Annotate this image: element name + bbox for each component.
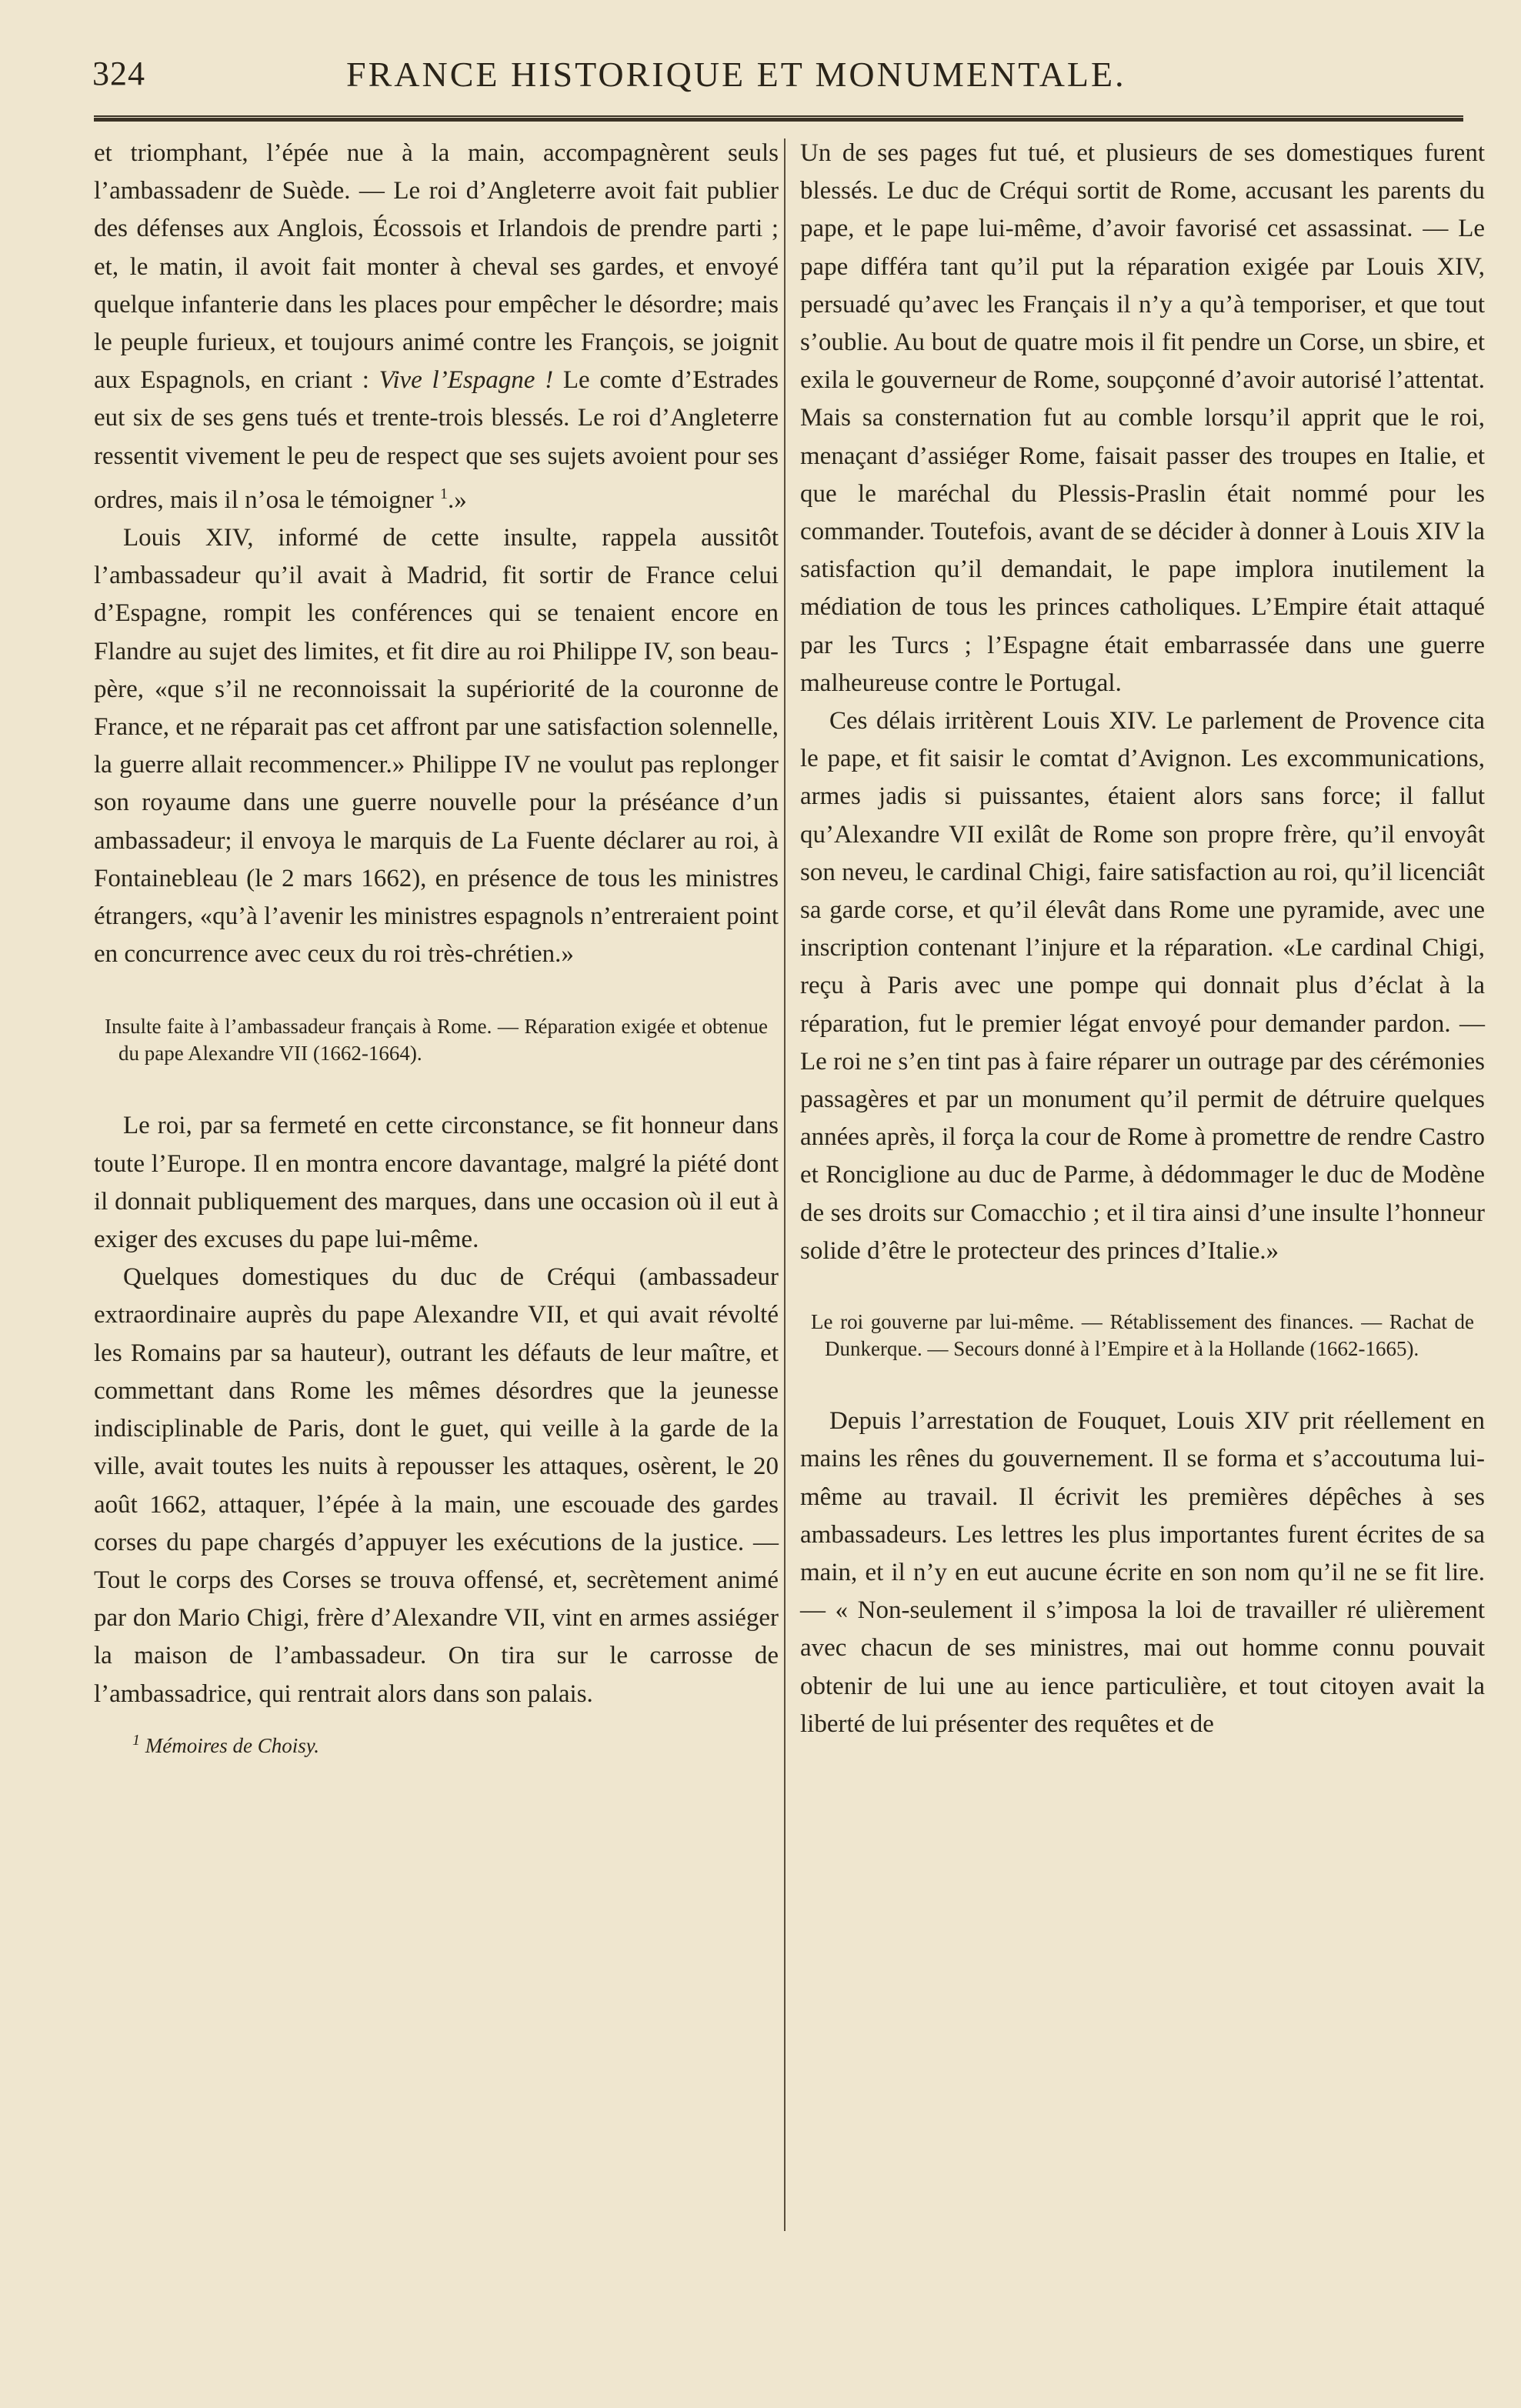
paragraph: Quelques domestiques du duc de Créqui (ambassadeur extraordinaire auprès du pape Alexandre VII, et qui avait révolté les Romains par sa hauteur), outrant les défauts de leur maître, et commettant dans Rome les mêmes désordres que la jeunesse indisciplinable de Paris, dont le guet, qui veille à la garde de la ville, avait toutes les nuits à repousser les attaques, osèrent, le 20 août 1662, attaquer, l’épée à la main, une escouade des gardes corses du pape chargés d’appuyer les exécutions de la justice. — Tout le corps des Corses se trouva offensé, et, secrètement animé par don Mario Chigi, frère d’Alexandre VII, vint en armes assiéger la maison de l’ambassadeur. On tira sur le carrosse de l’ambassadrice, qui rentrait alors dans son palais. (94, 1263, 779, 1708)
quoted-cry: Vive l’Espagne ! (379, 366, 554, 395)
paragraph: et triomphant, l’épée nue à la main, accompagnèrent seuls l’ambassadenr de Suède. — Le roi d’Angleterre avoit fait publier des défenses aux Anglois, Écossois et Irlandois de prendre parti ; et, le matin, il avoit fait monter à cheval ses gardes, et envoyé quelque infanterie dans les places pour empêcher le désordre; mais le peuple furieux, et toujours animé contre les François, se joignit aux Espagnols, en criant : Vive l’Espagne ! Le comte d’Estrades eut six de ses gens tués et trente-trois blessés. Le roi d’Angleterre ressentit vivement le peu de respect que ses sujets avoient pour ses ordres, mais il n’osa le témoigner $^1$.» (94, 139, 779, 514)
page-number: 324 (92, 55, 145, 92)
paragraph: Le roi, par sa fermeté en cette circonstance, se fit honneur dans toute l’Europe. Il en montra encore davantage, malgré la piété dont il donnait publiquement des marques, dans une occasion où il eut à exiger des excuses du pape lui-même. (94, 1112, 779, 1254)
paragraph: Ces délais irritèrent Louis XIV. Le parlement de Provence cita le pape, et fit saisir le comtat d’Avignon. Les excommunications, armes jadis si puissantes, étaient alors sans force; il fallut qu’Alexandre VII exilât de Rome son propre frère, qu’il envoyât son neveu, le cardinal Chigi, faire satisfaction au roi, qu’il licenciât sa garde corse, et qu’il élevât dans Rome une pyramide, avec une inscription contenant l’injure et la réparation. «Le cardinal Chigi, reçu à Paris avec une pompe qui donnait plus d’éclat à la réparation, fut le premier légat envoyé pour demander pardon. — Le roi ne s’en tint pas à faire réparer un outrage par des cérémonies passagères et par un monument qu’il permit de détruire quelques années après, il força la cour de Rome à promettre de rendre Castro et Ronciglione au duc de Parme, à dédommager le duc de Modène de ses droits sur Comacchio ; et il tira ainsi d’une insulte l’honneur solide d’être le protecteur des princes d’Italie.» (800, 707, 1485, 1265)
footnote-mark: 1 (132, 1731, 140, 1749)
page-header (92, 54, 1462, 108)
paragraph: Un de ses pages fut tué, et plusieurs de ses domestiques furent blessés. Le duc de Créqui sortit de Rome, accusant les parents du pape, et le pape lui-même, d’avoir favorisé cet assassinat. — Le pape différa tant qu’il put la réparation exigée par Louis XIV, persuadé qu’avec les Français il n’y a qu’à temporiser, et que tout s’oublie. Au bout de quatre mois il fit pendre un Corse, un sbire, et exila le gouverneur de Rome, soupçonné d’avoir autorisé l’attentat. Mais sa consternation fut au comble lorsqu’il apprit que le roi, menaçant d’assiéger Rome, faisait passer des troupes en Italie, et que le maréchal du Plessis-Praslin était nommé pour les commander. Toutefois, avant de se décider à donner à Louis XIV la satisfaction qu’il demandait, le pape implora inutilement la médiation de tous les princes catholiques. L’Empire était attaqué par les Turcs ; l’Espagne était embarrassée dans une guerre malheureuse contre le Portugal. (800, 139, 1485, 697)
running-title: FRANCE HISTORIQUE ET MONUMENTALE. (346, 55, 1126, 94)
paragraph: Depuis l’arrestation de Fouquet, Louis XIV prit réellement en mains les rênes du gouvernement. Il se forma et s’accoutuma lui-même au travail. Il écrivit les premières dépêches à ses ambassadeurs. Les lettres les plus importantes furent écrites de sa main, et il n’y en eut aucune écrite en son nom qu’il ne se fit lire. — « Non-seulement il s’imposa la loi de travailler ré ulièrement avec chacun de ses ministres, mai out homme connu pouvait obtenir de lui une au ience particulière, et tout citoyen avait la liberté de lui présenter des requêtes et de (800, 1407, 1485, 1738)
header-rule (94, 115, 1463, 122)
right-column (800, 135, 1485, 1743)
column-divider (784, 138, 786, 2231)
paragraph: Louis XIV, informé de cette insulte, rappela aussitôt l’ambassadeur qu’il avait à Madrid, fit sortir de France celui d’Espagne, rompit les conférences qui se tenaient encore en Flandre au sujet des limites, et fit dire au roi Philippe IV, son beau-père, «que s’il ne reconnoissait la supériorité de la couronne de France, et ne réparait pas cet affront par une satisfaction solennelle, la guerre allait recommencer.» Philippe IV ne voulut pas replonger son royaume dans une guerre nouvelle pour la préséance d’un ambassadeur; il envoya le marquis de La Fuente déclarer au roi, à Fontainebleau (le 2 mars 1662), en présence de tous les ministres étrangers, «qu’à l’avenir les ministres espagnols n’entreraient point en concurrence avec ceux du roi très-chrétien.» (94, 524, 779, 969)
footnote-reference: 1 (439, 485, 448, 502)
section-sidenote: Le roi gouverne par lui-même. — Rétablissement des finances. — Rachat de Dunkerque. — Secours donné à l’Empire et à la Hollande (1662-1665). (811, 1310, 1474, 1361)
footnote: $^1$ Mémoires de Choisy. (132, 1731, 319, 1757)
left-column (94, 135, 779, 1758)
section-sidenote: Insulte faite à l’ambassadeur français à Rome. — Réparation exigée et obtenue du pape Alexandre VII (1662-1664). (105, 1015, 768, 1066)
